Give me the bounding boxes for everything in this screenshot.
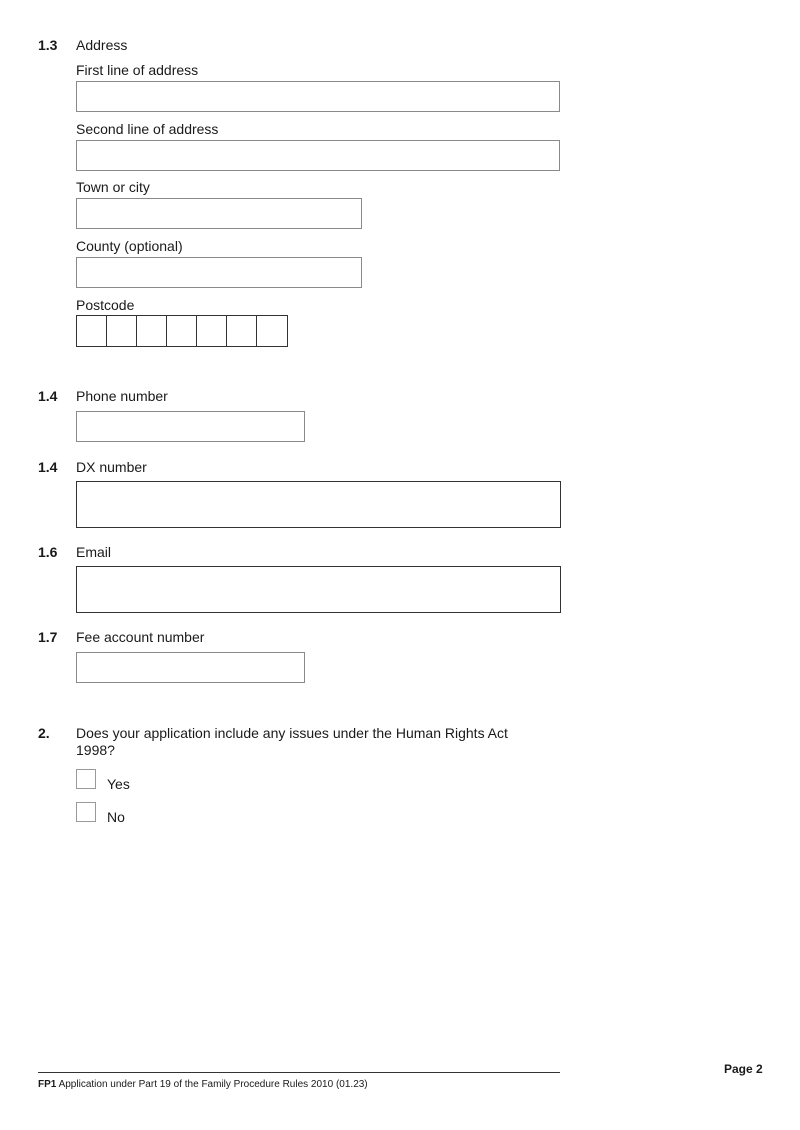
second-line-label: Second line of address [76,121,219,137]
section-number-dx: 1.4 [38,459,58,475]
fee-account-label: Fee account number [76,629,205,645]
email-label: Email [76,544,112,560]
email-input[interactable] [76,566,561,613]
footer-text [38,1079,368,1090]
dx-label: DX number [76,459,147,475]
first-line-label: First line of address [76,62,199,78]
postcode-cell[interactable] [137,316,167,346]
yes-checkbox[interactable] [76,769,96,789]
section-number-fee: 1.7 [38,629,58,645]
human-rights-question: Does your application include any issues under the Human Rights Act 1998? [76,725,508,758]
form-code: FP1 [38,1079,57,1090]
page-number: Page 2 [724,1062,763,1076]
postcode-cell[interactable] [107,316,137,346]
footer-divider [38,1072,560,1073]
town-label: Town or city [76,179,150,195]
postcode-cell[interactable] [77,316,107,346]
postcode-input[interactable] [76,315,288,347]
postcode-cell[interactable] [227,316,257,346]
postcode-cell[interactable] [197,316,227,346]
county-input[interactable] [76,257,362,288]
section-number-2: 2. [38,725,50,741]
section-number-1-3: 1.3 [38,37,58,53]
county-label: County (optional) [76,238,183,254]
section-number-phone: 1.4 [38,388,58,404]
postcode-cell[interactable] [167,316,197,346]
dx-input[interactable] [76,481,561,528]
postcode-label: Postcode [76,297,135,313]
fee-account-input[interactable] [76,652,305,683]
yes-label: Yes [107,776,130,792]
phone-input[interactable] [76,411,305,442]
postcode-cell[interactable] [257,316,287,346]
address-section-title: Address [76,37,128,53]
no-label: No [107,809,125,825]
town-input[interactable] [76,198,362,229]
second-line-input[interactable] [76,140,560,171]
form-title: Application under Part 19 of the Family Procedure Rules 2010 (01.23) [58,1079,368,1090]
no-checkbox[interactable] [76,802,96,822]
phone-label: Phone number [76,388,168,404]
first-line-input[interactable] [76,81,560,112]
section-number-email: 1.6 [38,544,58,560]
